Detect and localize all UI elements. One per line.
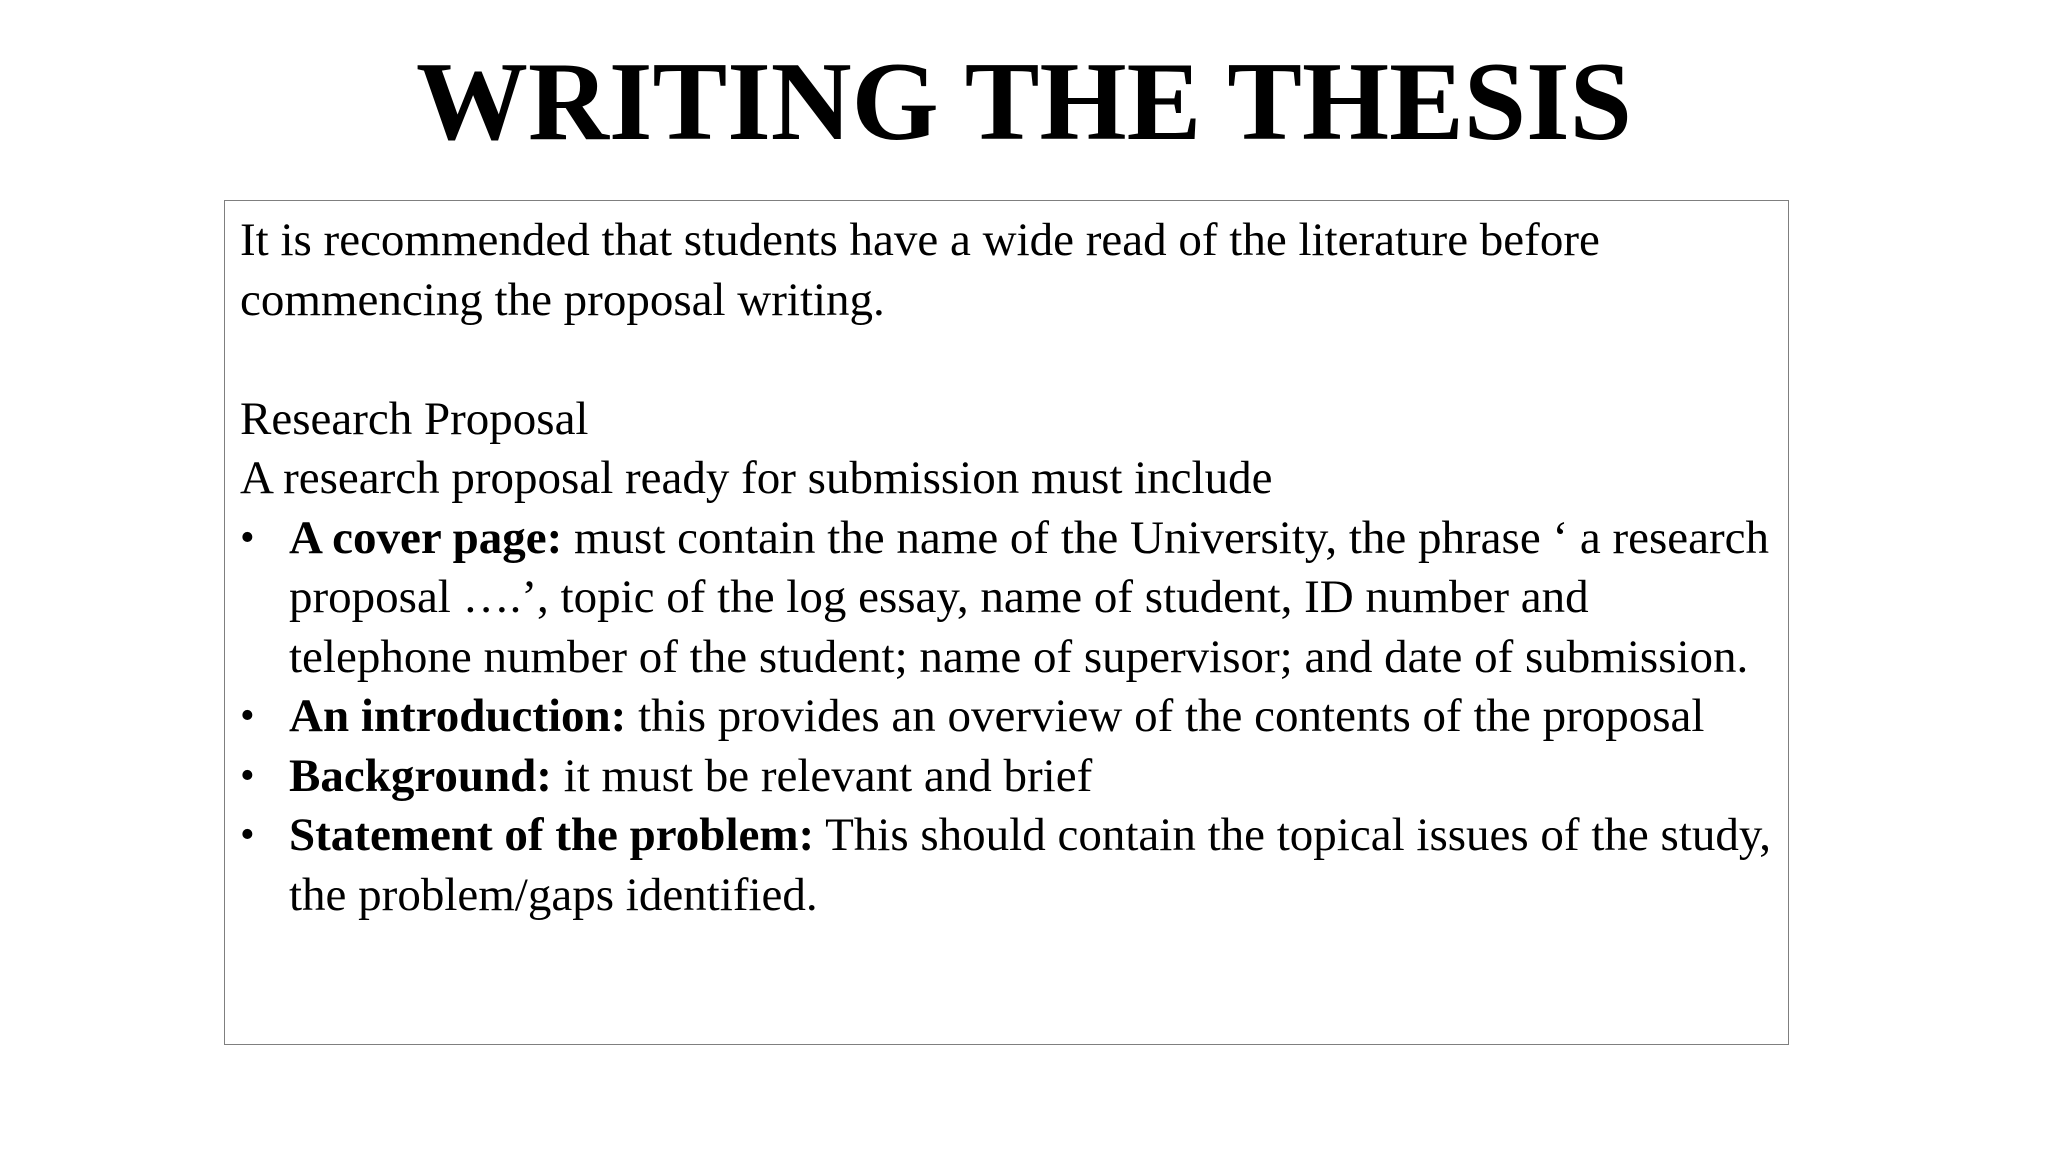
list-item-introduction: [240, 687, 1774, 747]
requirements-list: [240, 509, 1774, 926]
bullet-term: Statement of the problem:: [289, 809, 815, 861]
list-item-cover-page: [240, 509, 1774, 688]
bullet-text: This should contain the topical issues of the study, the problem/gaps identified.: [289, 809, 1772, 921]
bullet-icon: •: [240, 812, 255, 858]
content-box: [224, 200, 1789, 1045]
bullet-icon: •: [240, 752, 255, 799]
list-item-problem-statement: [240, 806, 1774, 925]
bullet-icon: •: [240, 693, 255, 739]
bullet-text: this provides an overview of the contents of the proposal: [626, 690, 1705, 742]
bullet-text: must contain the name of the University, the phrase ‘ a research proposal ….’, topic of the log essay, name of student, ID number and telephone number of the student; name of supervisor; and date of submission.: [289, 511, 1769, 683]
bullet-term: An introduction:: [289, 690, 627, 742]
paragraph-spacer: [240, 330, 1774, 390]
bullet-term: Background:: [289, 749, 552, 802]
bullet-term: A cover page:: [289, 511, 563, 564]
lead-in-text: A research proposal ready for submission must include: [240, 452, 1273, 504]
intro-paragraph: It is recommended that students have a wide read of the literature before commencing the proposal writing.: [240, 214, 1600, 326]
list-item-background: [240, 747, 1774, 807]
section-heading: Research Proposal: [240, 392, 589, 445]
slide-title: WRITING THE THESIS: [416, 40, 1632, 164]
bullet-icon: •: [240, 514, 255, 561]
bullet-text: it must be relevant and brief: [551, 749, 1093, 802]
